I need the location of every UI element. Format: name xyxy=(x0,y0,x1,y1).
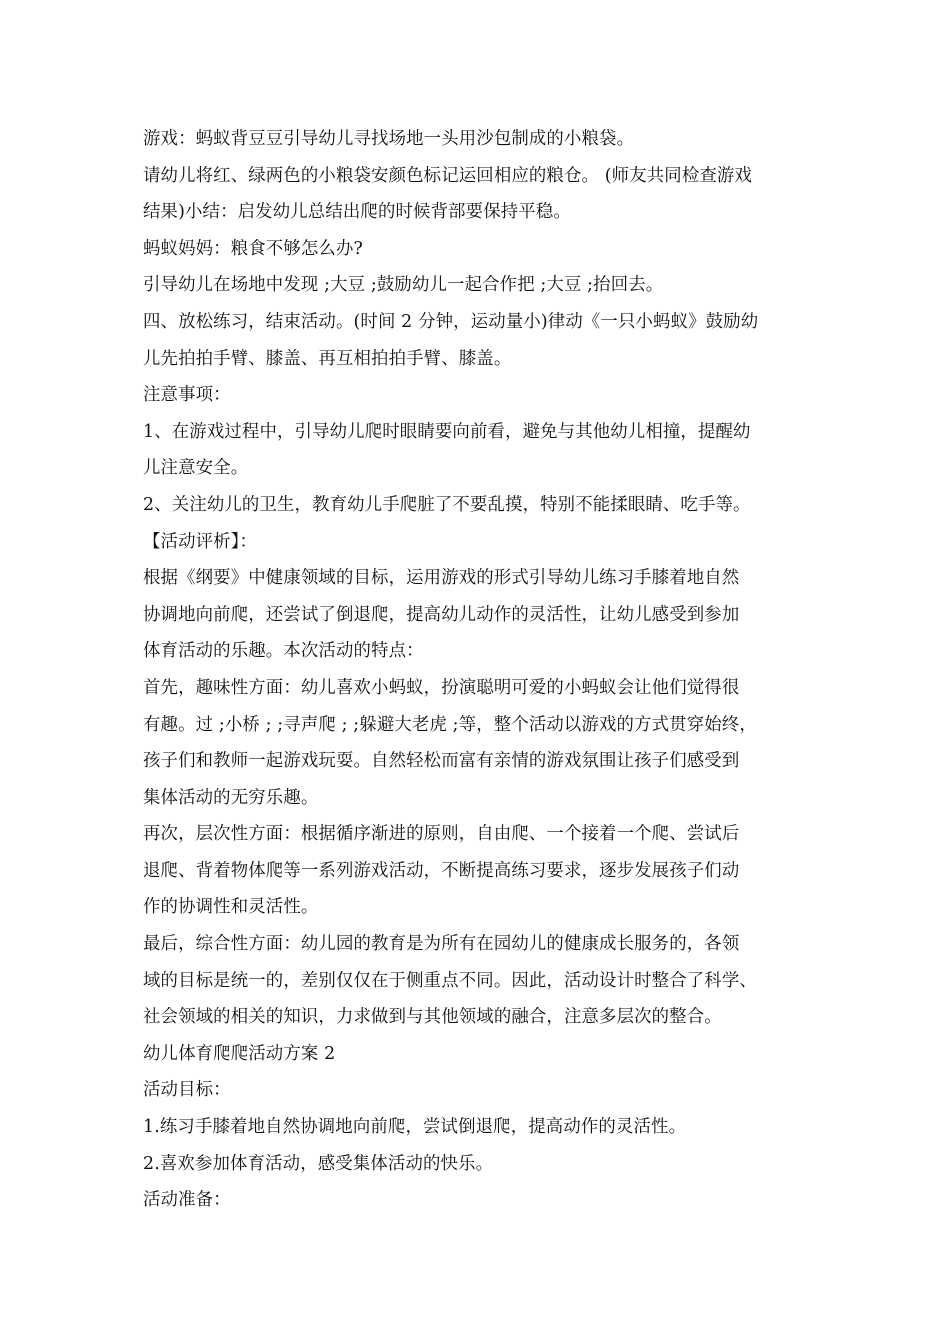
text-line: 2、关注幼儿的卫生，教育幼儿手爬脏了不要乱摸，特别不能揉眼睛、吃手等。 xyxy=(143,494,751,515)
text-line: 域的目标是统一的，差别仅仅在于侧重点不同。因此，活动设计时整合了科学、 xyxy=(143,970,757,991)
text-line: 孩子们和教师一起游戏玩耍。自然轻松而富有亲情的游戏氛围让孩子们感受到 xyxy=(143,751,740,772)
section-heading: 活动目标： xyxy=(143,1080,231,1101)
text-line: 社会领域的相关的知识，力求做到与其他领域的融合，注意多层次的整合。 xyxy=(143,1007,722,1028)
text-line: 首先，趣味性方面：幼儿喜欢小蚂蚁，扮演聪明可爱的小蚂蚁会让他们觉得很 xyxy=(143,677,740,698)
section-heading: 【活动评析】： xyxy=(143,531,258,552)
text-line: 最后，综合性方面：幼儿园的教育是为所有在园幼儿的健康成长服务的，各领 xyxy=(143,934,740,955)
document-section-title: 幼儿体育爬爬活动方案 2 xyxy=(143,1043,336,1064)
section-heading: 注意事项： xyxy=(143,385,231,406)
text-line: 儿注意安全。 xyxy=(143,458,249,479)
text-line: 根据《纲要》中健康领域的目标，运用游戏的形式引导幼儿练习手膝着地自然 xyxy=(143,568,740,589)
text-line: 请幼儿将红、绿两色的小粮袋安颜色标记运回相应的粮仓。 (师友共同检查游戏 xyxy=(143,165,752,186)
text-line: 游戏：蚂蚁背豆豆引导幼儿寻找场地一头用沙包制成的小粮袋。 xyxy=(143,129,635,149)
text-line: 儿先拍拍手臂、膝盖、再互相拍拍手臂、膝盖。 xyxy=(143,348,512,369)
text-line: 结果)小结：启发幼儿总结出爬的时候背部要保持平稳。 xyxy=(143,202,571,223)
text-line: 有趣。过 ;小桥 ; ;寻声爬 ; ;躲避大老虎 ;等，整个活动以游戏的方式贯穿始终， xyxy=(143,714,757,735)
text-line: 协调地向前爬，还尝试了倒退爬，提高幼儿动作的灵活性，让幼儿感受到参加 xyxy=(143,604,740,625)
text-line: 集体活动的无穷乐趣。 xyxy=(143,787,319,808)
text-line: 引导幼儿在场地中发现 ;大豆 ;鼓励幼儿一起合作把 ;大豆 ;抬回去。 xyxy=(143,275,664,296)
text-line: 1.练习手膝着地自然协调地向前爬，尝试倒退爬，提高动作的灵活性。 xyxy=(143,1117,687,1138)
text-line: 1、在游戏过程中，引导幼儿爬时眼睛要向前看，避免与其他幼儿相撞，提醒幼 xyxy=(143,421,751,442)
section-heading: 活动准备： xyxy=(143,1190,231,1211)
text-line: 再次，层次性方面：根据循序渐进的原则，自由爬、一个接着一个爬、尝试后 xyxy=(143,824,740,845)
document-body xyxy=(143,121,811,1219)
text-line: 蚂蚁妈妈：粮食不够怎么办? xyxy=(143,238,363,259)
text-line: 四、放松练习，结束活动。(时间 2 分钟，运动量小)律动《一只小蚂蚁》鼓励幼 xyxy=(143,311,759,332)
text-line: 体育活动的乐趣。本次活动的特点： xyxy=(143,641,424,662)
text-line: 2.喜欢参加体育活动，感受集体活动的快乐。 xyxy=(143,1153,494,1174)
text-line: 退爬、背着物体爬等一系列游戏活动，不断提高练习要求，逐步发展孩子们动 xyxy=(143,860,740,881)
text-line: 作的协调性和灵活性。 xyxy=(143,897,319,918)
